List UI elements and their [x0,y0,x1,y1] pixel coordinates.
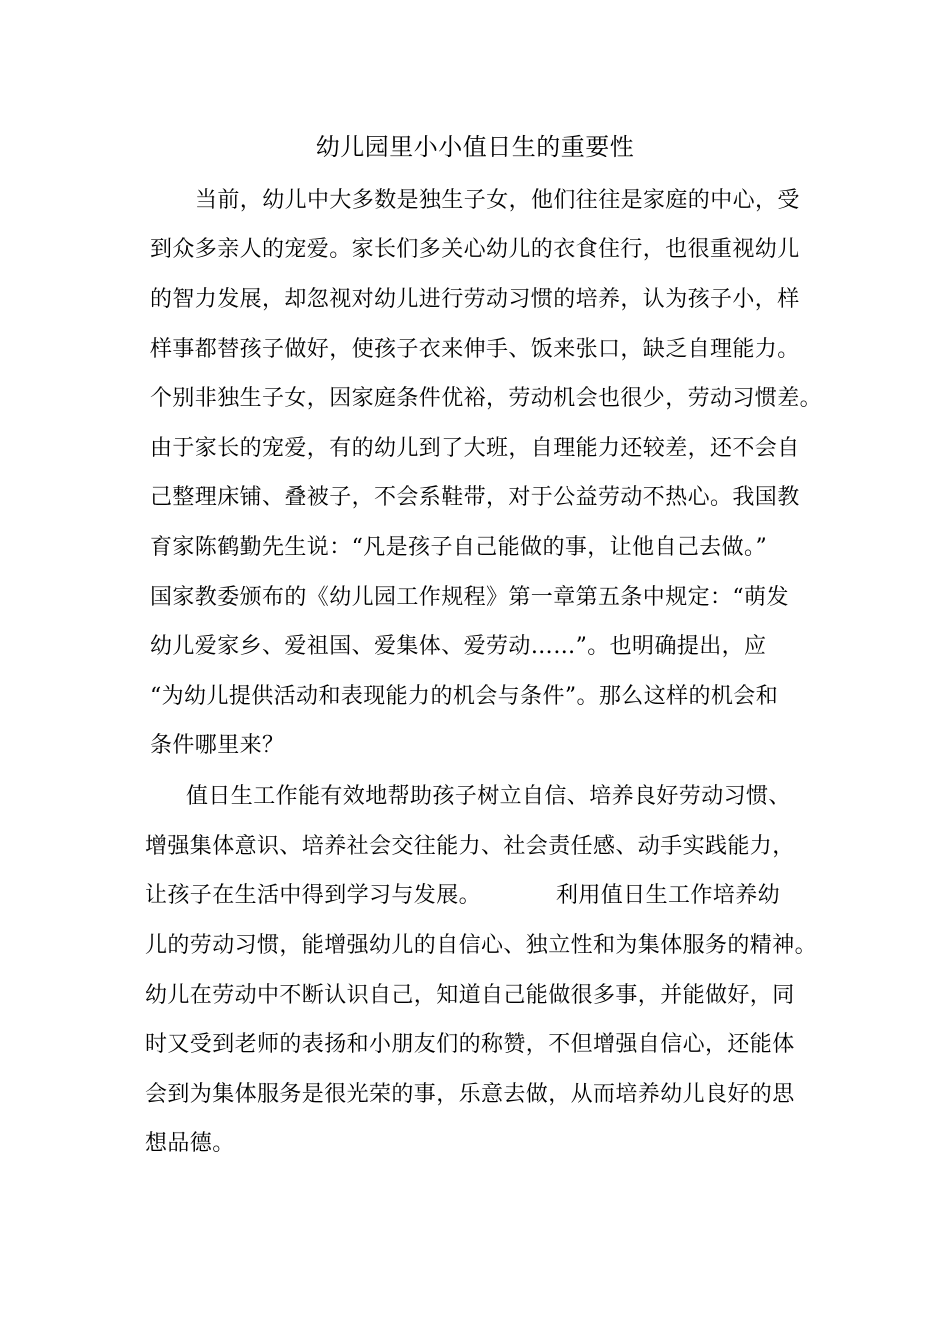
paragraph2-line-8: 想品德。 [145,1131,235,1156]
paragraph1-line-11: “为幼儿提供活动和表现能力的机会与条件”。那么这样的机会和 [150,684,779,709]
paragraph1-line-6: 由于家长的宠爱，有的幼儿到了大班，自理能力还较差，还不会自 [150,436,800,461]
paragraph2-line-4: 儿的劳动习惯，能增强幼儿的自信心、独立性和为集体服务的精神。 [145,933,818,958]
paragraph1-line-8: 育家陈鹤勤先生说：“凡是孩子自己能做的事，让他自己去做。” [150,535,768,560]
paragraph2-line-3a: 让孩子在生活中得到学习与发展。 [145,883,482,908]
paragraph2-line-6: 时又受到老师的表扬和小朋友们的称赞，不但增强自信心，还能体 [145,1032,795,1057]
paragraph2-line-3b: 利用值日生工作培养幼 [556,883,781,908]
paragraph1-line-1: 当前，幼儿中大多数是独生子女，他们往往是家庭的中心，受 [195,188,800,213]
paragraph1-line-3: 的智力发展，却忽视对幼儿进行劳动习惯的培养，认为孩子小，样 [150,287,800,312]
paragraph1-line-5: 个别非独生子女，因家庭条件优裕，劳动机会也很少，劳动习惯差。 [150,386,823,411]
paragraph1-line-10: 幼儿爱家乡、爱祖国、爱集体、爱劳动……”。也明确提出，应 [150,634,767,659]
paragraph2-line-5: 幼儿在劳动中不断认识自己，知道自己能做很多事，并能做好，同 [145,983,795,1008]
paragraph1-line-2: 到众多亲人的宠爱。家长们多关心幼儿的衣食住行，也很重视幼儿 [150,237,800,262]
paragraph2-line-1: 值日生工作能有效地帮助孩子树立自信、培养良好劳动习惯、 [186,784,791,809]
paragraph1-line-12: 条件哪里来？ [150,733,285,758]
document-title: 幼儿园里小小值日生的重要性 [315,133,635,161]
paragraph1-line-9: 国家教委颁布的《幼儿园工作规程》第一章第五条中规定：“萌发 [150,585,789,610]
paragraph2-line-7: 会到为集体服务是很光荣的事，乐意去做，从而培养幼儿良好的思 [145,1082,795,1107]
paragraph2-line-2: 增强集体意识、培养社会交往能力、社会责任感、动手实践能力， [145,834,795,859]
paragraph1-line-7: 己整理床铺、叠被子，不会系鞋带，对于公益劳动不热心。我国教 [150,485,800,510]
paragraph1-line-4: 样事都替孩子做好，使孩子衣来伸手、饭来张口，缺乏自理能力。 [150,337,800,362]
